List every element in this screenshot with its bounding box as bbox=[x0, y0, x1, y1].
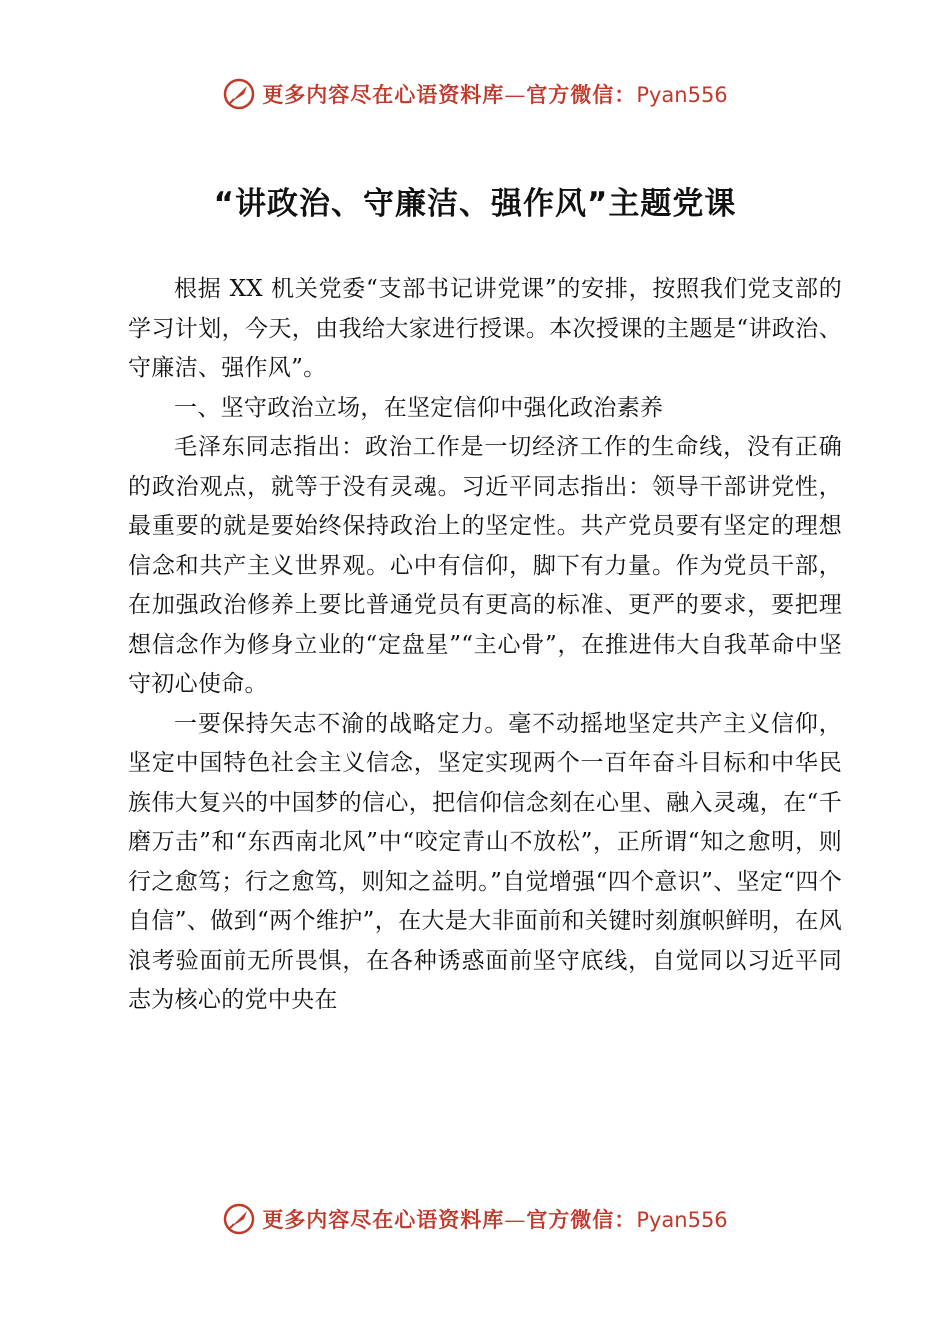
watermark-text: 更多内容尽在心语资料库—官方微信：Pyan556 bbox=[262, 1207, 728, 1232]
paragraph-intro: 根据 XX 机关党委“支部书记讲党课”的安排，按照我们党支部的学习计划，今天，由我给大家进行授课。本次授课的主题是“讲政治、守廉洁、强作风”。 bbox=[128, 276, 842, 381]
watermark-header bbox=[0, 74, 950, 114]
paragraph-section-1: 毛泽东同志指出：政治工作是一切经济工作的生命线，没有正确的政治观点，就等于没有灵魂。习近平同志指出：领导干部讲党性，最重要的就是要始终保持政治上的坚定性。共产党员要有坚定的理想信念和共产主义世界观。心中有信仰，脚下有力量。作为党员干部，在加强政治修养上要比普通党员有更高的标准、更严的要求，要把理想信念作为修身立业的“定盘星”“主心骨”，在推进伟大自我革命中坚守初心使命。 bbox=[128, 434, 842, 697]
quill-seal-logo-icon bbox=[222, 1202, 256, 1236]
watermark-text: 更多内容尽在心语资料库—官方微信：Pyan556 bbox=[262, 82, 728, 107]
paragraph-point-1: 一要保持矢志不渝的战略定力。毫不动摇地坚定共产主义信仰，坚定中国特色社会主义信念，坚定实现两个一百年奋斗目标和中华民族伟大复兴的中国梦的信心，把信仰信念刻在心里、融入灵魂，在“千磨万击”和“东西南北风”中“咬定青山不放松”，正所谓“知之愈明，则行之愈笃；行之愈笃，则知之益明。”自觉增强“四个意识”、坚定“四个自信”、做到“两个维护”，在大是大非面前和关键时刻旗帜鲜明，在风浪考验面前无所畏惧，在各种诱惑面前坚守底线，自觉同以习近平同志为核心的党中央在 bbox=[128, 710, 842, 1013]
document-title: “讲政治、守廉洁、强作风”主题党课 bbox=[213, 186, 737, 222]
section-heading-1: 一、坚守政治立场，在坚定信仰中强化政治素养 bbox=[174, 394, 664, 421]
quill-seal-logo-icon bbox=[222, 77, 256, 111]
watermark-footer bbox=[0, 1199, 950, 1239]
document-body bbox=[128, 270, 842, 1021]
